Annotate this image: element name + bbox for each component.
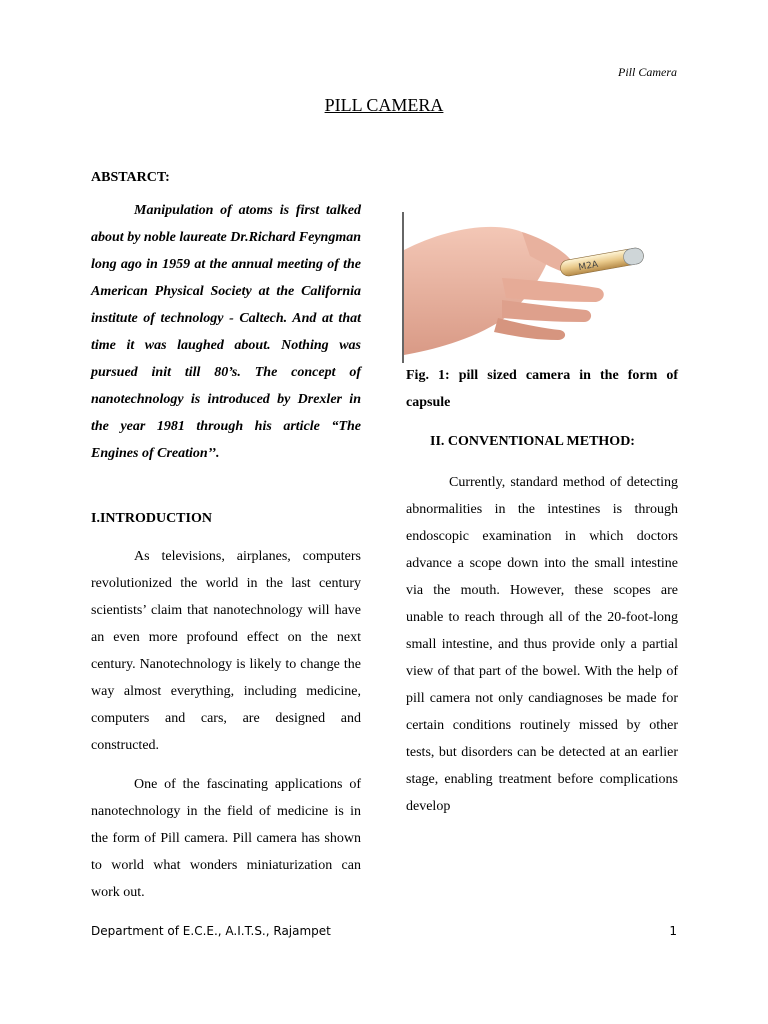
conventional-method-text: Currently, standard method of detecting abnormalities in the intestines is through endoscopic examination in which doctors advance a scope down into the small intestine via the mouth. However, these scopes are unable to reach through all of the 20-foot-long small intestine, and thus provide only a partial view of that part of the bowel. With the help of pill camera not only candiagnoses be made for certain conditions routinely missed by other tests, but disorders can be detected at an earlier stage, enabling treatment before complications develop: [406, 475, 678, 814]
figure-caption: Fig. 1: pill sized camera in the form of capsule: [406, 368, 678, 410]
page-number: 1: [669, 924, 677, 938]
page-title: PILL CAMERA: [324, 95, 444, 115]
introduction-paragraph-2: One of the fascinating applications of nanotechnology in the field of medicine is in the form of Pill camera. Pill camera has shown to world what wonders miniaturization can work out.: [91, 777, 361, 900]
introduction-heading: I.INTRODUCTION: [91, 511, 212, 526]
pill-camera-figure: [402, 210, 654, 365]
capsule-label: M2A: [577, 259, 599, 274]
introduction-paragraph-1: As televisions, airplanes, computers revolutionized the world in the last century scientists’ claim that nanotechnology will have an even more profound effect on the next century. Nanotechnology is likely to change the way almost everything, including medicine, computers and cars, are designed and constructed.: [91, 549, 361, 753]
running-header: Pill Camera: [618, 65, 677, 79]
abstract-text: Manipulation of atoms is first talked about by noble laureate Dr.Richard Feyngman long ago in 1959 at the annual meeting of the American Physical Society at the California institute of technology - Caltech. And at that time it was laughed about. Nothing was pursued init till 80’s. The concept of nanotechnology is introduced by Drexler in the year 1981 through his article “The Engines of Creation’’.: [91, 203, 361, 461]
abstract-heading: ABSTARCT:: [91, 170, 170, 185]
capsule-icon: [559, 247, 645, 277]
conventional-method-heading: II. CONVENTIONAL METHOD:: [430, 434, 635, 449]
footer-department: Department of E.C.E., A.I.T.S., Rajampet: [91, 924, 331, 938]
hand-holding-capsule-image: [402, 210, 654, 365]
